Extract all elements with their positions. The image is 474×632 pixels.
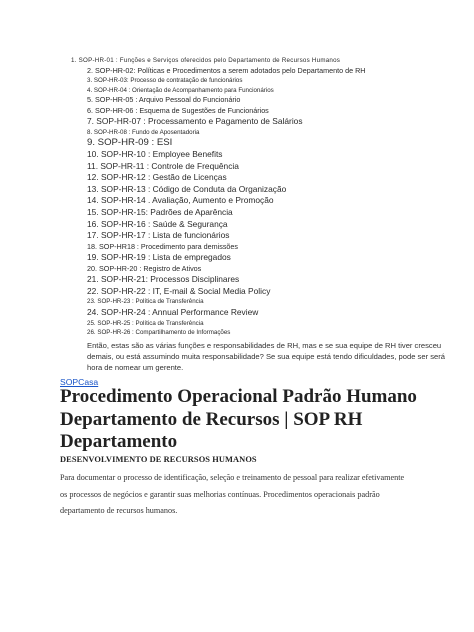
sop-list [71,56,461,373]
list-item: 24. SOP-HR-24 : Annual Performance Review [87,306,259,317]
list-item: 11. SOP-HR-11 : Controle de Frequência [87,160,239,171]
list-item: 4. SOP-HR-04 : Orientação de Acompanhamento para Funcionários [87,86,274,94]
list-item: 23. SOP-HR-23 : Política de Transferência [87,298,204,306]
list-item: 5. SOP-HR-05 : Arquivo Pessoal do Funcionário [87,95,241,105]
intro-paragraph [60,470,460,520]
list-item: 2. SOP-HR-02: Políticas e Procedimentos a serem adotados pelo Departamento de RH [87,65,366,75]
section-subtitle: DESENVOLVIMENTO DE RECURSOS HUMANOS [60,455,257,464]
list-item: 12. SOP-HR-12 : Gestão de Licenças [87,172,227,183]
page-title: Procedimento Operacional Padrão Humano Departamento de Recursos | SOP RH Departamento [60,386,417,452]
list-item: 16. SOP-HR-16 : Saúde & Segurança [87,218,228,229]
source-tag[interactable]: SOPCasa [60,377,99,387]
list-item: 14. SOP-HR-14 . Avaliação, Aumento e Promoção [87,195,274,206]
paragraph-line: os processos de negócios e garantir suas melhorias contínuas. Procedimentos operacionais padrão [60,489,380,499]
list-item: 9. SOP-HR-09 : ESI [87,137,173,149]
list-item: 17. SOP-HR-17 : Lista de funcionários [87,230,230,241]
list-item: 6. SOP-HR-06 : Esquema de Sugestões de Funcionários [87,105,269,115]
list-item: 22. SOP-HR-22 : IT, E-mail & Social Media Policy [87,285,271,296]
list-item: 7. SOP-HR-07 : Processamento e Pagamento de Salários [87,116,303,126]
list-item: 8. SOP-HR-08 : Fundo de Aposentadoria [87,128,200,136]
list-item: 26. SOP-HR-26 : Compartilhamento de Informações [87,329,231,337]
list-item: 20. SOP-HR-20 : Registro de Ativos [87,263,202,273]
summary-paragraph: Então, estas são as várias funções e responsabilidades de RH, mas e se sua equipe de RH tiver cresceu demais, ou está assumindo muita responsabilidade? Se sua equipe está tendo dificuldades, pode ser será hora de nomear um gerente. [87,340,445,373]
list-item: 19. SOP-HR-19 : Lista de empregados [87,252,231,263]
list-item: 21. SOP-HR-21: Processos Disciplinares [87,274,240,285]
list-item: 13. SOP-HR-13 : Código de Conduta da Organização [87,183,287,194]
list-item: 18. SOP-HR18 : Procedimento para demissões [87,241,239,251]
list-item: 10. SOP-HR-10 : Employee Benefits [87,148,223,159]
list-item: 1. SOP-HR-01 : Funções e Serviços oferecidos pelo Departamento de Recursos Humanos [71,57,341,64]
paragraph-line: departamento de recursos humanos. [60,506,178,515]
paragraph-line: Para documentar o processo de identificação, seleção e treinamento de pessoal para realizar efetivamente [60,473,405,482]
list-item: 3. SOP-HR-03: Processo de contratação de funcionários [87,77,243,84]
list-item: 15. SOP-HR-15: Padrões de Aparência [87,206,233,217]
list-item: 25. SOP-HR-25 : Política de Transferência [87,319,204,327]
